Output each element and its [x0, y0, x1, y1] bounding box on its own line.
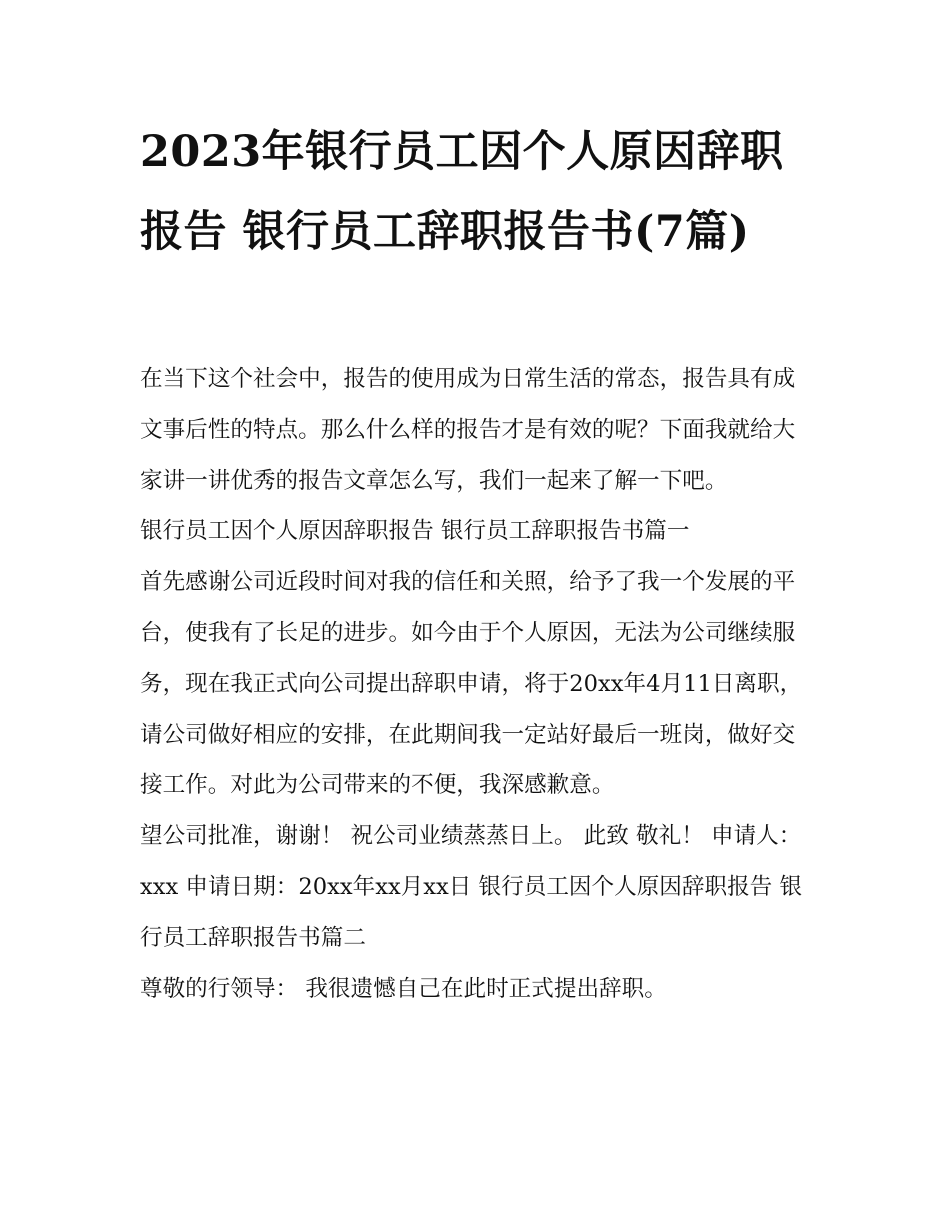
paragraph-section-heading-1: 银行员工因个人原因辞职报告 银行员工辞职报告书篇一	[140, 518, 690, 545]
document-title: 2023年银行员工因个人原因辞职报告 银行员工辞职报告书(7篇)	[140, 127, 784, 257]
paragraph-intro: 在当下这个社会中，报告的使用成为日常生活的常态，报告具有成文事后性的特点。那么什么样的报告才是有效的呢？下面我就给大家讲一讲优秀的报告文章怎么写，我们一起来了解一下吧。	[140, 366, 796, 494]
paragraph-letter-1-body: 首先感谢公司近段时间对我的信任和关照，给予了我一个发展的平台，使我有了长足的进步。如今由于个人原因，无法为公司继续服务，现在我正式向公司提出辞职申请，将于20xx年4月11日离职，请公司做好相应的安排，在此期间我一定站好最后一班岗，做好交接工作。对此为公司带来的不便，我深感歉意。	[140, 569, 803, 799]
paragraph-letter-2-opening: 尊敬的行领导： 我很遗憾自己在此时正式提出辞职。	[140, 975, 667, 1002]
paragraph-letter-1-closing: 望公司批准，谢谢！ 祝公司业绩蒸蒸日上。 此致 敬礼！ 申请人：xxx 申请日期：20xx年xx月xx日 银行员工因个人原因辞职报告 银行员工辞职报告书篇二	[140, 823, 803, 951]
document-body	[140, 354, 812, 1014]
